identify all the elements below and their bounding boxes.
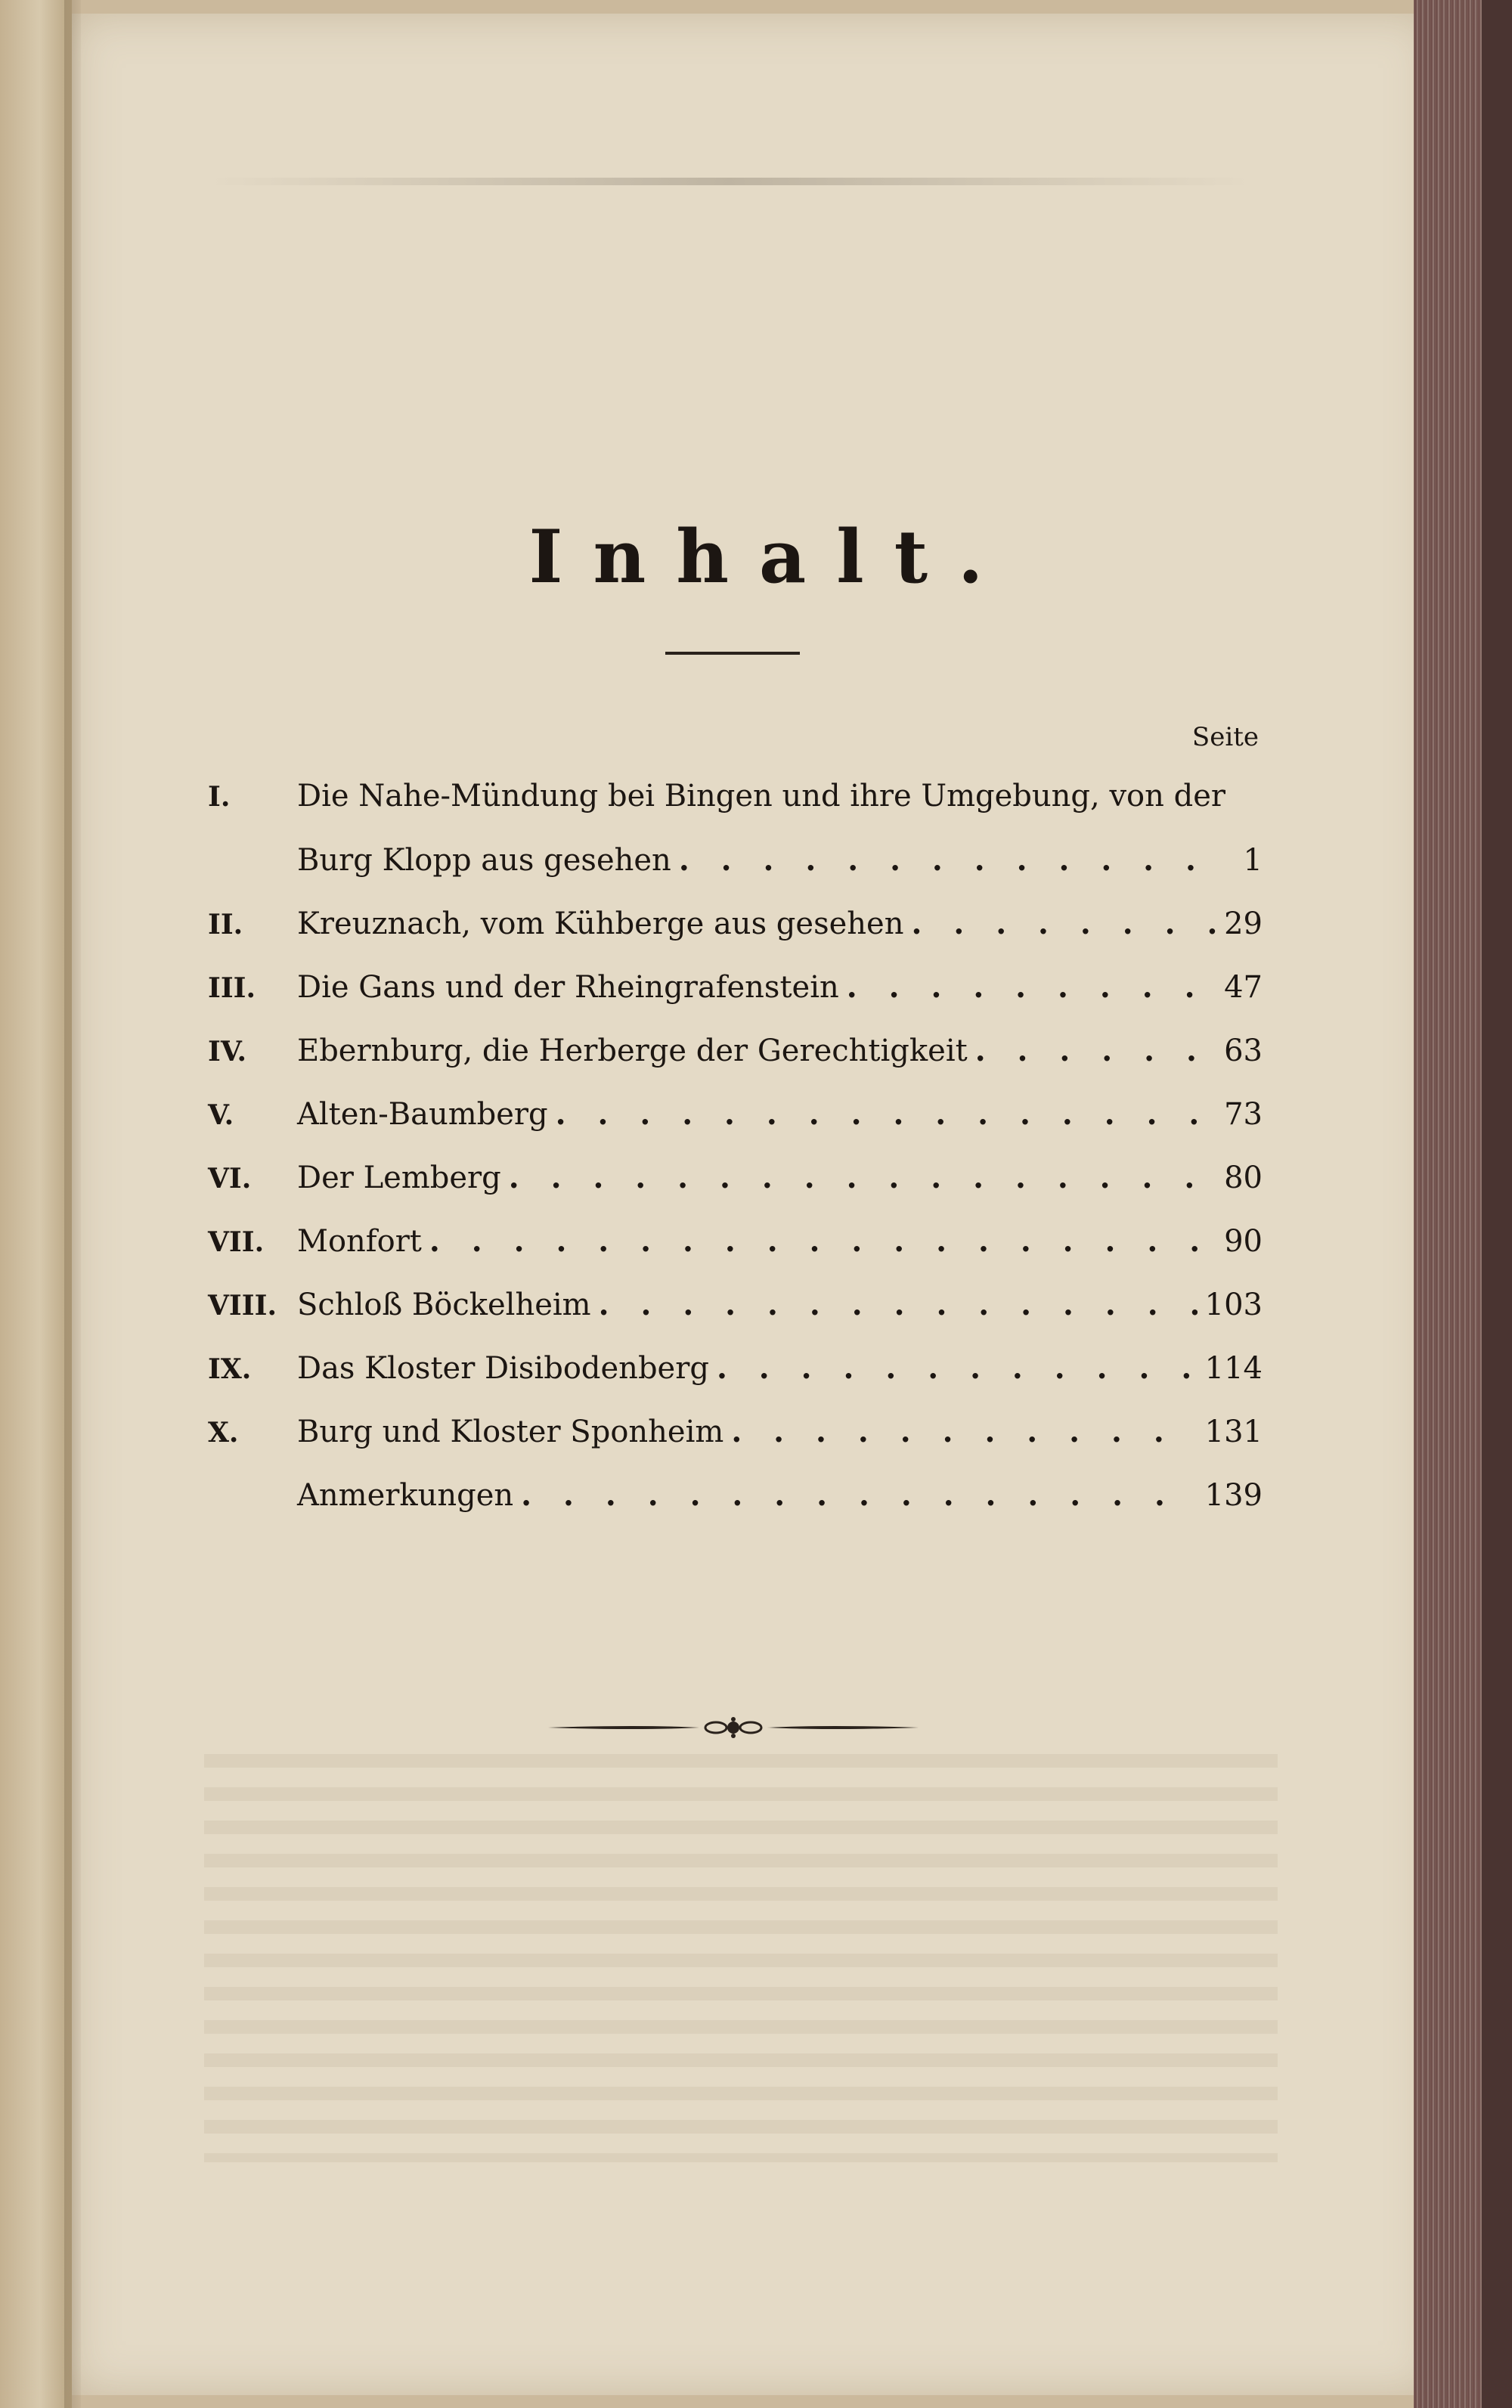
toc-entry-continuation: [208, 842, 1263, 888]
toc-page-number: 29: [1224, 906, 1263, 941]
toc-title: Die Nahe-Mündung bei Bingen und ihre Umgebung, von der: [297, 779, 1226, 814]
toc-entry: [208, 1287, 1263, 1332]
toc-leader-dots: [717, 1350, 1198, 1386]
toc-title: Kreuznach, vom Kühberge aus gesehen: [297, 906, 904, 941]
toc-title: Die Gans und der Rheingrafenstein: [297, 970, 839, 1005]
toc-page-number: 114: [1204, 1351, 1263, 1386]
toc-page-number: 139: [1204, 1478, 1263, 1513]
toc-numeral: VIII.: [208, 1290, 277, 1322]
toc-page-number: 90: [1224, 1224, 1263, 1259]
toc-title: Anmerkungen: [297, 1478, 514, 1513]
toc-leader-dots: [911, 906, 1216, 941]
toc-title: Monfort: [297, 1224, 422, 1259]
toc-numeral: III.: [208, 972, 256, 1004]
toc-leader-dots: [556, 1096, 1216, 1132]
toc-numeral: V.: [208, 1099, 234, 1131]
toc-leader-dots: [679, 842, 1217, 878]
toc-page-number: 131: [1204, 1415, 1263, 1449]
toc-page-number: 63: [1224, 1034, 1263, 1068]
facing-page-edge: [0, 0, 72, 2408]
toc-numeral: VI.: [208, 1163, 252, 1195]
book-gutter: [64, 0, 81, 2408]
toc-entry: [208, 906, 1263, 951]
toc-title: Alten-Baumberg: [297, 1097, 548, 1132]
toc-numeral: II.: [208, 909, 243, 941]
page-column-header: Seite: [1191, 722, 1259, 752]
toc-numeral: I.: [208, 781, 231, 813]
toc-entry: [208, 1350, 1263, 1396]
toc-title: Schloß Böckelheim: [297, 1288, 591, 1322]
book-cover-edge: [1482, 0, 1512, 2408]
toc-title: Ebernburg, die Herberge der Gerechtigkeit: [297, 1034, 968, 1068]
toc-numeral: IX.: [208, 1353, 252, 1385]
toc-page-number: 80: [1224, 1161, 1263, 1195]
toc-numeral: IV.: [208, 1036, 247, 1068]
toc-numeral: VII.: [208, 1226, 265, 1258]
toc-entry: [208, 1477, 1263, 1523]
ornament-divider-icon: [548, 1709, 919, 1746]
toc-entry: [208, 1033, 1263, 1078]
toc-entry: [208, 779, 1263, 824]
toc-entry: [208, 969, 1263, 1015]
toc-numeral: X.: [208, 1417, 239, 1449]
toc-leader-dots: [509, 1160, 1216, 1195]
toc-page-number: 103: [1204, 1288, 1263, 1322]
toc-title-continuation: Burg Klopp aus gesehen: [297, 843, 671, 878]
toc-entry: [208, 1223, 1263, 1269]
toc-leader-dots: [429, 1223, 1216, 1259]
toc-leader-dots: [847, 969, 1216, 1005]
toc-leader-dots: [975, 1033, 1216, 1068]
toc-title: Der Lemberg: [297, 1161, 501, 1195]
page-title: Inhalt.: [528, 514, 1014, 600]
toc-page-number: 1: [1243, 843, 1263, 878]
toc-title: Burg und Kloster Sponheim: [297, 1415, 724, 1449]
toc-leader-dots: [521, 1477, 1197, 1513]
toc-entry: [208, 1414, 1263, 1459]
toc-entry: [208, 1160, 1263, 1205]
toc-page-number: 47: [1224, 970, 1263, 1005]
toc-page-number: 73: [1224, 1097, 1263, 1132]
toc-leader-dots: [599, 1287, 1198, 1322]
show-through-text: [204, 1754, 1278, 2162]
show-through-rule: [208, 178, 1251, 185]
toc-title: Das Kloster Disibodenberg: [297, 1351, 709, 1386]
toc-leader-dots: [731, 1414, 1197, 1449]
toc-entry: [208, 1096, 1263, 1142]
title-underline: [665, 652, 800, 655]
